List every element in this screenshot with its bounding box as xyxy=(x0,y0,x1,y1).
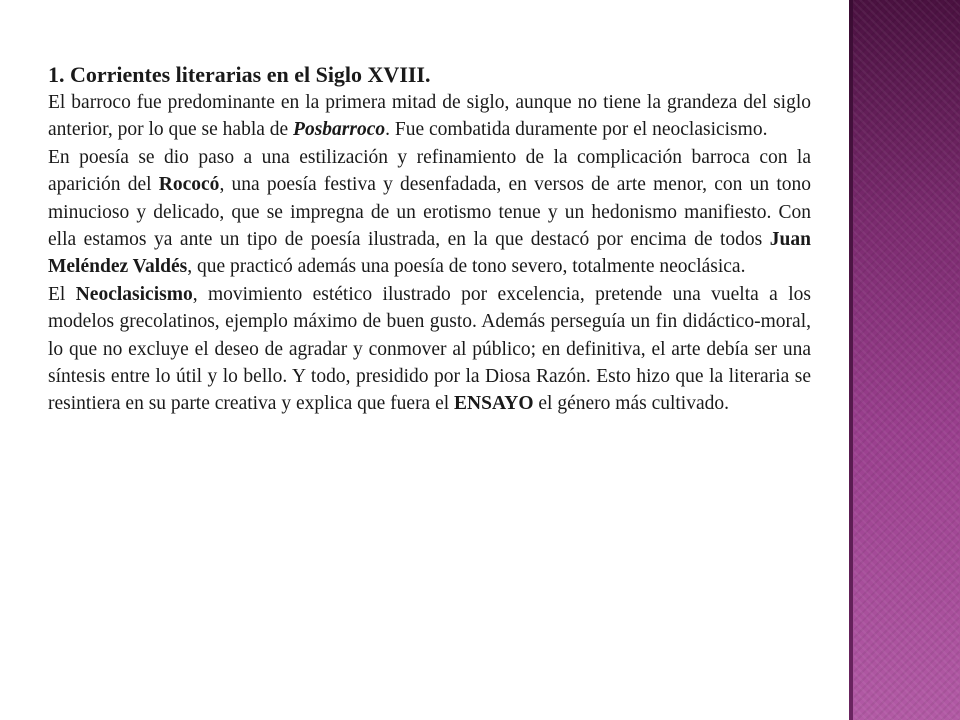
emphasis-rococo: Rococó xyxy=(158,174,220,196)
paragraph-barroco xyxy=(48,89,811,144)
text-run: el género más cultivado. xyxy=(533,393,730,415)
decorative-side-band xyxy=(849,0,960,720)
slide-content xyxy=(48,60,811,418)
text-run: . Fue combatida duramente por el neoclasicismo. xyxy=(385,119,768,141)
text-run: El xyxy=(48,283,76,305)
paragraph-rococo xyxy=(48,144,811,281)
emphasis-posbarroco: Posbarroco xyxy=(293,119,386,141)
text-run: El barroco fue predominante en la primera mitad de siglo, aunque no tiene la grandeza del siglo anterior, por lo que se habla de xyxy=(48,92,811,141)
text-run: , una poesía festiva y desenfadada, en versos de arte menor, con un tono minucioso y delicado, que se impregna de un erotismo tenue y un hedonismo manifiesto. Con ella estamos ya ante un tipo de poesía ilustrada, en la que destacó por encima de todos xyxy=(48,174,811,251)
paragraph-neoclasicismo xyxy=(48,281,811,418)
text-run: , que practicó además una poesía de tono severo, totalmente neoclásica. xyxy=(187,256,746,278)
text-run: , movimiento estético ilustrado por excelencia, pretende una vuelta a los modelos grecolatinos, ejemplo máximo de buen gusto. Además perseguía un fin didáctico-moral, lo que no excluye el deseo de agradar y conmover al público; en definitiva, el arte debía ser una síntesis entre lo útil y lo bello. Y todo, presidido por la Diosa Razón. Esto hizo que la literaria se resintiera en su parte creativa y explica que fuera el xyxy=(48,283,811,415)
emphasis-melendez-valdes: Juan Meléndez Valdés xyxy=(48,229,811,278)
text-run: En poesía se dio paso a una estilización y refinamiento de la complicación barroca con la aparición del xyxy=(48,146,811,196)
slide-heading: 1. Corrientes literarias en el Siglo XVIII. xyxy=(48,62,431,87)
side-band-texture xyxy=(849,0,960,720)
emphasis-neoclasicismo: Neoclasicismo xyxy=(75,283,193,305)
emphasis-ensayo: ENSAYO xyxy=(454,393,534,415)
side-band-edge xyxy=(849,0,853,720)
